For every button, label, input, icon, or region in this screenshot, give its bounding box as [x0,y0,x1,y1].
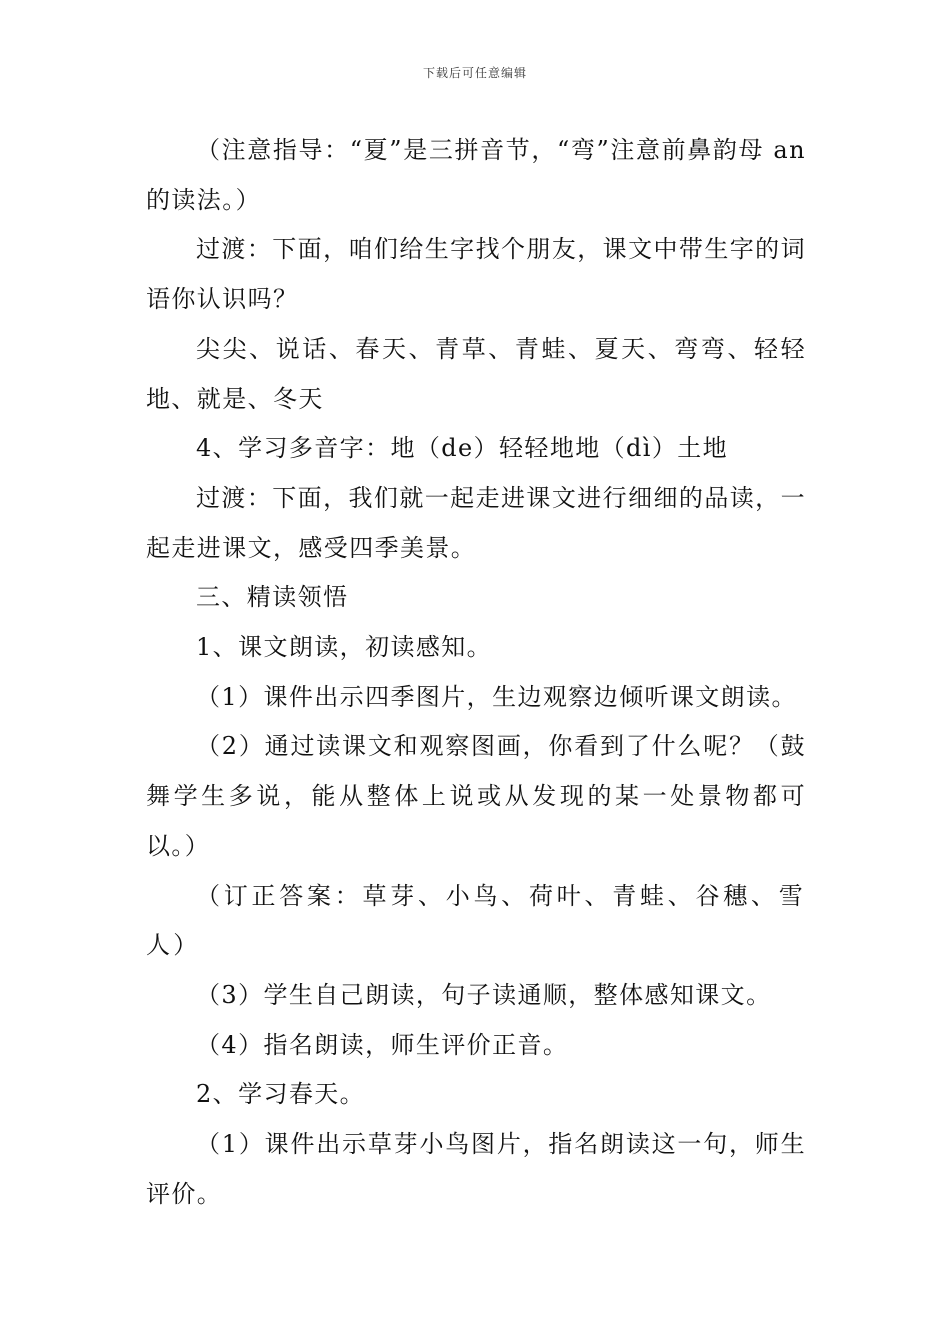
paragraph-transition-words: 过渡：下面，咱们给生字找个朋友，课文中带生字的词语你认识吗？ [146,235,806,314]
section-heading: 三、精读领悟 [196,583,349,612]
paragraph-substep-1: （1）课件出示四季图片，生边观察边倾听课文朗读。 [196,682,797,711]
document-body [146,126,806,1219]
paragraph-polyphonic: 4、学习多音字：地（de）轻轻地地（dì）土地 [196,434,729,463]
paragraph-spring-substep-1: （1）课件出示草芽小鸟图片，指名朗读这一句，师生评价。 [146,1130,806,1208]
paragraph-substep-3: （3）学生自己朗读，句子读通顺，整体感知课文。 [196,980,772,1009]
page-header-note: 下载后可任意编辑 [422,66,527,80]
paragraph-substep-2: （2）通过读课文和观察图画，你看到了什么呢？（鼓舞学生多说，能从整体上说或从发现的某一处景物都可以。） [146,732,806,860]
paragraph-step-2: 2、学习春天。 [196,1080,366,1109]
paragraph-answers: （订正答案：草芽、小鸟、荷叶、青蛙、谷穗、雪人） [146,881,806,960]
paragraph-word-list: 尖尖、说话、春天、青草、青蛙、夏天、弯弯、轻轻地、就是、冬天 [146,334,806,413]
paragraph-step-1: 1、课文朗读，初读感知。 [196,633,493,662]
paragraph-transition-reading: 过渡：下面，我们就一起走进课文进行细细的品读，一起走进课文，感受四季美景。 [146,483,806,562]
paragraph-pronunciation-note: （注意指导：“夏”是三拼音节，“弯”注意前鼻韵母 an 的读法。） [146,136,806,214]
paragraph-substep-4: （4）指名朗读，师生评价正音。 [196,1030,569,1059]
